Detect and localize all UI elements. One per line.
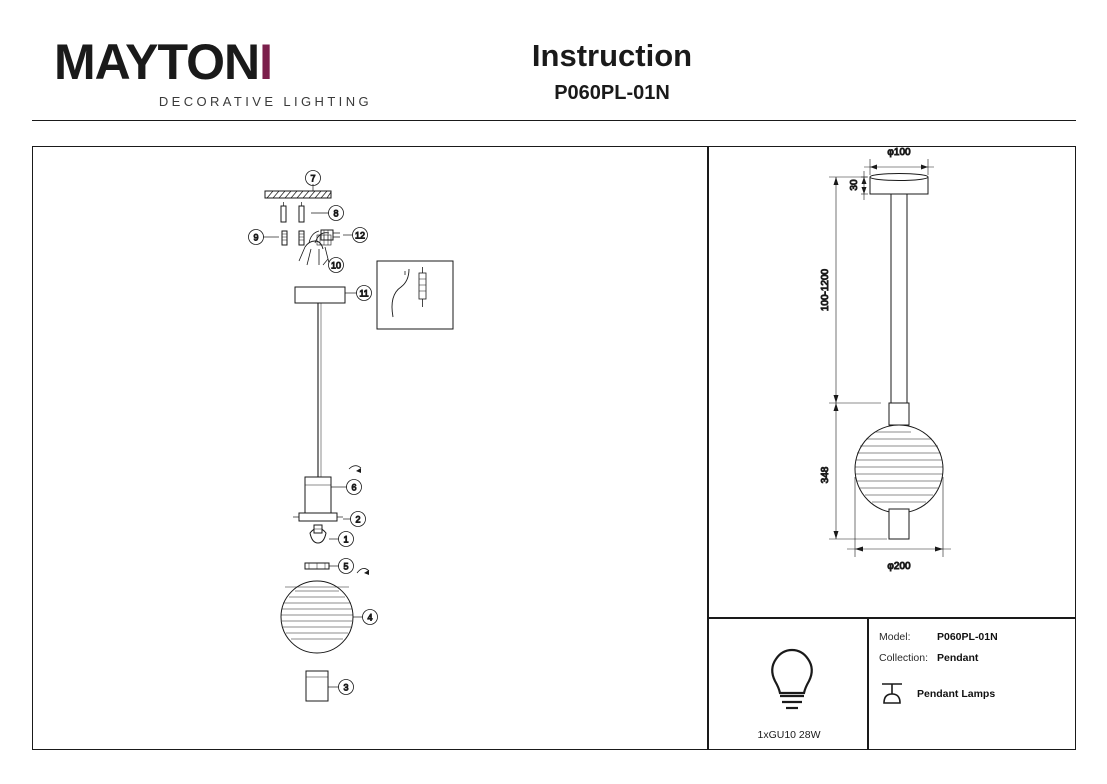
part-socket xyxy=(305,477,331,513)
svg-text:9: 9 xyxy=(253,232,259,243)
page-title: Instruction xyxy=(531,38,693,73)
bulb-caption: 1xGU10 28W xyxy=(757,729,821,741)
svg-text:6: 6 xyxy=(351,482,357,493)
info-row-collection xyxy=(879,652,998,664)
bulb-icon xyxy=(753,641,823,715)
product-type-row xyxy=(879,681,995,707)
part-screws xyxy=(281,202,304,222)
part-ring xyxy=(293,513,343,521)
svg-text:1: 1 xyxy=(343,534,349,545)
brand-name-main: MAYTON xyxy=(54,34,260,90)
model-label: Model: xyxy=(879,631,911,643)
dim-label-top-diameter: φ100 xyxy=(887,147,911,158)
svg-text:5: 5 xyxy=(343,561,349,572)
pendant-lamp-icon xyxy=(879,681,905,707)
dim-finial xyxy=(889,509,909,539)
svg-text:7: 7 xyxy=(310,173,316,184)
dim-label-canopy-height: 30 xyxy=(849,179,860,191)
dim-cord-length xyxy=(829,177,881,403)
dim-shade-cap xyxy=(889,403,909,425)
dim-label-shade-diameter: φ200 xyxy=(887,561,911,572)
assembly-diagram-panel xyxy=(32,146,708,750)
dim-shade xyxy=(855,425,943,513)
dim-canopy xyxy=(870,174,928,195)
dim-label-shade-height: 348 xyxy=(820,466,831,484)
dim-rod xyxy=(891,194,907,409)
product-info-rows xyxy=(879,631,998,673)
product-type-label: Pendant Lamps xyxy=(917,688,996,700)
part-cord xyxy=(318,303,321,477)
dim-top-diameter xyxy=(864,159,934,175)
part-anchors xyxy=(282,231,304,245)
page-header xyxy=(32,24,1076,120)
brand-tagline: DECORATIVE LIGHTING xyxy=(158,94,372,109)
model-value: P060PL-01N xyxy=(937,631,998,643)
brand-name-accent: I xyxy=(259,34,273,90)
document-title-block xyxy=(432,38,792,105)
dim-label-cord-length: 100-1200 xyxy=(820,268,831,312)
part-bulb xyxy=(310,525,326,543)
svg-text:4: 4 xyxy=(367,612,373,623)
part-canopy xyxy=(295,287,345,303)
part-ceiling-plate xyxy=(265,191,331,198)
svg-text:10: 10 xyxy=(330,260,342,271)
svg-text:3: 3 xyxy=(343,682,349,693)
svg-text:11: 11 xyxy=(359,288,369,299)
info-row-model xyxy=(879,631,998,643)
collection-value: Pendant xyxy=(937,652,979,664)
header-divider xyxy=(32,120,1076,121)
part-nut xyxy=(305,563,329,569)
svg-text:8: 8 xyxy=(333,208,339,219)
part-finial xyxy=(306,671,328,701)
svg-text:2: 2 xyxy=(355,514,361,525)
dim-canopy-height xyxy=(861,171,868,200)
brand-logo xyxy=(54,36,374,109)
brand-wordmark xyxy=(54,36,374,88)
dimension-drawing xyxy=(709,147,1077,619)
product-info-panel xyxy=(868,618,1076,750)
dimension-drawing-panel xyxy=(708,146,1076,618)
wiring-detail-box xyxy=(377,261,453,329)
bulb-spec-panel xyxy=(708,618,868,750)
model-code: P060PL-01N xyxy=(554,82,670,104)
assembly-drawing xyxy=(33,147,709,751)
collection-label: Collection: xyxy=(879,652,929,664)
svg-text:12: 12 xyxy=(354,230,366,241)
part-shade xyxy=(281,581,353,653)
